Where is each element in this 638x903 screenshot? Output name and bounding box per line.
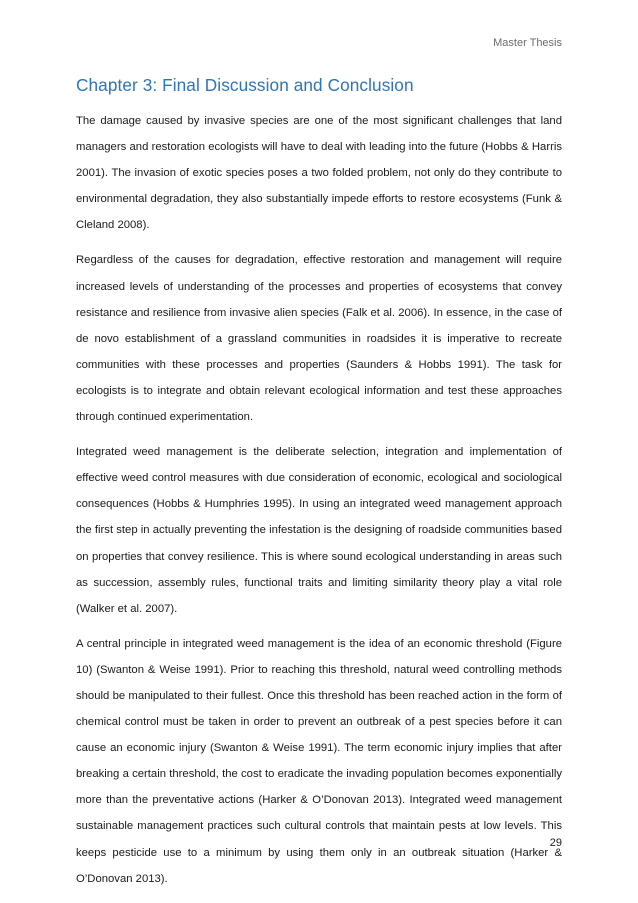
page-number: 29 xyxy=(549,837,562,849)
paragraph-invasive-species-intro: The damage caused by invasive species are one of the most significant challenges that land managers and restoration ecologists will have to deal with leading into the future (Hobbs & Harris 2001). The invasion of exotic species poses a two folded problem, not only do they contribute to environmental degradation, they also substantially impede efforts to restore ecosystems (Funk & Cleland 2008). xyxy=(76,115,562,232)
paragraph-restoration-management: Regardless of the causes for degradation, effective restoration and management will require increased levels of understanding of the processes and properties of ecosystems that convey resistance and resilience from invasive alien species (Falk et al. 2006). In essence, in the case of de novo establishment of a grassland communities in roadsides it is imperative to recreate communities with these processes and properties (Saunders & Hobbs 1991). The task for ecologists is to integrate and obtain relevant ecological information and test these approaches through continued experimentation. xyxy=(76,254,562,424)
paragraph-economic-threshold: A central principle in integrated weed management is the idea of an economic threshold (Figure 10) (Swanton & Weise 1991). Prior to reaching this threshold, natural weed controlling methods should be manipulated to their fullest. Once this threshold has been reached action in the form of chemical control must be taken in order to prevent an outbreak of a pest species before it can cause an economic injury (Swanton & Weise 1991). The term economic injury implies that after breaking a certain threshold, the cost to eradicate the invading population becomes exponentially more than the preventative actions (Harker & O’Donovan 2013). Integrated weed management sustainable management practices such cultural controls that maintain pests at low levels. This keeps pesticide use to a minimum by using them only in an outbreak situation (Harker & O’Donovan 2013). xyxy=(76,637,562,885)
chapter-title: Chapter 3: Final Discussion and Conclusion xyxy=(76,75,414,95)
body-text xyxy=(76,108,562,901)
paragraph-integrated-weed-management: Integrated weed management is the deliberate selection, integration and implementation of effective weed control measures with due consideration of economic, ecological and sociological consequences (Hobbs & Humphries 1995). In using an integrated weed management approach the first step in actually preventing the infestation is the designing of roadside communities based on properties that convey resilience. This is where sound ecological understanding in areas such as succession, assembly rules, functional traits and limiting similarity theory play a vital role (Walker et al. 2007). xyxy=(76,446,562,615)
running-header: Master Thesis xyxy=(493,37,562,49)
